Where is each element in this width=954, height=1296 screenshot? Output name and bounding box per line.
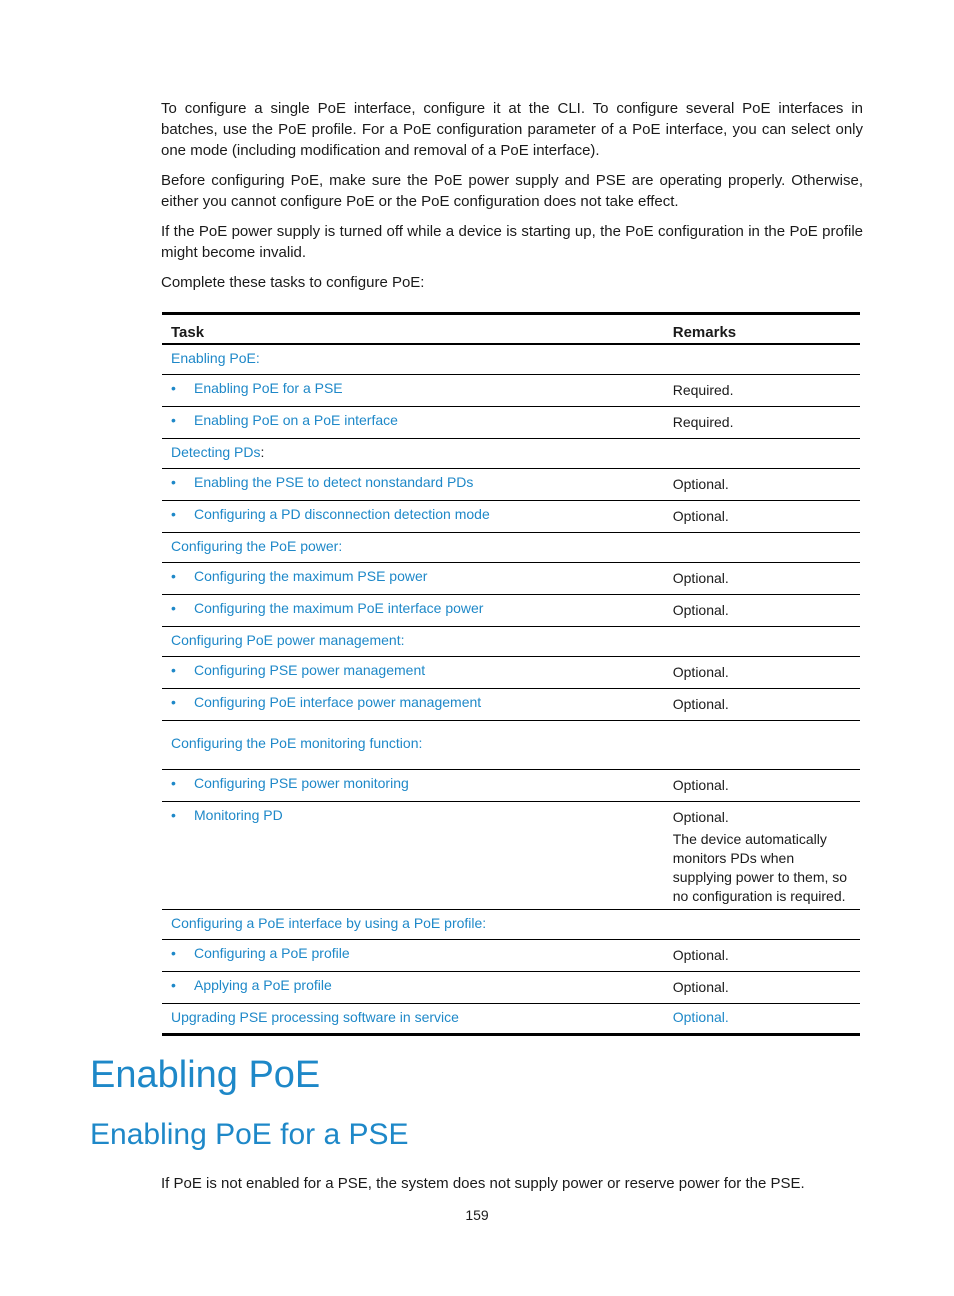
task-link[interactable]: Configuring the maximum PoE interface power bbox=[194, 600, 484, 616]
bullet-icon: • bbox=[171, 945, 176, 961]
table-row bbox=[162, 439, 860, 469]
paragraph: If the PoE power supply is turned off while a device is starting up, the PoE configuration in the PoE profile might become invalid. bbox=[161, 223, 863, 261]
table-row bbox=[162, 501, 860, 533]
section-link[interactable]: Upgrading PSE processing software in service bbox=[171, 1009, 459, 1025]
task-link[interactable]: Configuring the maximum PSE power bbox=[194, 568, 428, 584]
bullet-icon: • bbox=[171, 474, 176, 490]
task-link[interactable]: Configuring a PoE profile bbox=[194, 945, 350, 961]
remarks-cell bbox=[664, 595, 860, 627]
section-link[interactable]: Enabling PoE: bbox=[171, 350, 260, 366]
remarks-cell bbox=[664, 972, 860, 1004]
paragraph: Complete these tasks to configure PoE: bbox=[161, 274, 425, 291]
remarks-cell bbox=[664, 344, 860, 375]
table-row bbox=[162, 721, 860, 770]
remark-text: Required. bbox=[672, 382, 734, 398]
table-row bbox=[162, 375, 860, 407]
remarks-cell bbox=[664, 657, 860, 689]
section-cell bbox=[162, 721, 664, 770]
task-cell bbox=[162, 940, 664, 972]
bullet-icon: • bbox=[171, 775, 176, 791]
task-link[interactable]: Configuring PoE interface power management bbox=[194, 694, 482, 710]
remark-text: Optional. bbox=[672, 777, 729, 793]
bullet-icon: • bbox=[171, 506, 176, 522]
table-row bbox=[162, 1004, 860, 1035]
paragraph: To configure a single PoE interface, configure it at the CLI. To configure several PoE interfaces in batches, use the PoE profile. For a PoE configuration parameter of a PoE interface, you can select only one mode (including modification and removal of a PoE interface). bbox=[161, 100, 863, 159]
remarks-cell bbox=[664, 563, 860, 595]
remarks-cell bbox=[664, 802, 860, 910]
remarks-cell bbox=[664, 910, 860, 940]
task-cell bbox=[162, 407, 664, 439]
page-number: 159 bbox=[465, 1207, 489, 1223]
remark-text: Optional. bbox=[672, 570, 729, 586]
remark-text: Optional. bbox=[672, 664, 729, 680]
table-row bbox=[162, 563, 860, 595]
task-table bbox=[162, 312, 860, 1036]
remark-text: Optional. bbox=[672, 602, 729, 618]
table-row bbox=[162, 802, 860, 910]
section-link[interactable]: Configuring PoE power management: bbox=[171, 632, 405, 648]
heading-enabling-poe: Enabling PoE bbox=[90, 1054, 321, 1096]
task-link[interactable]: Configuring PSE power monitoring bbox=[194, 775, 409, 791]
remarks-cell bbox=[664, 1004, 860, 1035]
table-row bbox=[162, 910, 860, 940]
table-row bbox=[162, 627, 860, 657]
task-cell bbox=[162, 375, 664, 407]
section-cell bbox=[162, 344, 664, 375]
remark-text: Optional. bbox=[672, 809, 729, 825]
remark-text: Optional. bbox=[672, 947, 729, 963]
table-row bbox=[162, 770, 860, 802]
remark-text: Optional. bbox=[672, 696, 729, 712]
remarks-cell bbox=[664, 469, 860, 501]
task-table-body bbox=[162, 344, 860, 1035]
bullet-icon: • bbox=[171, 568, 176, 584]
heading-enabling-poe-for-pse: Enabling PoE for a PSE bbox=[90, 1118, 409, 1151]
bullet-icon: • bbox=[171, 694, 176, 710]
section-link[interactable]: Configuring a PoE interface by using a PoE profile: bbox=[171, 915, 487, 931]
task-cell bbox=[162, 501, 664, 533]
header-remarks: Remarks bbox=[664, 314, 860, 345]
intro-text bbox=[161, 98, 863, 302]
remarks-cell bbox=[664, 439, 860, 469]
remark-text: Optional. bbox=[672, 508, 729, 524]
table-row bbox=[162, 533, 860, 563]
bullet-icon: • bbox=[171, 662, 176, 678]
section-cell bbox=[162, 627, 664, 657]
remark-text: Optional. bbox=[672, 979, 729, 995]
bullet-icon: • bbox=[171, 807, 176, 823]
table-row bbox=[162, 407, 860, 439]
remarks-cell bbox=[664, 407, 860, 439]
header-task: Task bbox=[162, 314, 664, 345]
section-cell bbox=[162, 439, 664, 469]
task-cell bbox=[162, 972, 664, 1004]
task-link[interactable]: Monitoring PD bbox=[194, 807, 283, 823]
table-row bbox=[162, 972, 860, 1004]
table-header-row bbox=[162, 314, 860, 345]
remarks-cell bbox=[664, 770, 860, 802]
remarks-cell bbox=[664, 501, 860, 533]
task-link[interactable]: Enabling PoE on a PoE interface bbox=[194, 412, 398, 428]
remarks-cell bbox=[664, 940, 860, 972]
task-cell bbox=[162, 469, 664, 501]
bullet-icon: • bbox=[171, 600, 176, 616]
table-row bbox=[162, 595, 860, 627]
section-link[interactable]: Configuring the PoE power: bbox=[171, 538, 343, 554]
remark-note: The device automatically monitors PDs when supplying power to them, so no configuration is required. bbox=[672, 831, 848, 904]
paragraph: If PoE is not enabled for a PSE, the system does not supply power or reserve power for the PSE. bbox=[161, 1175, 805, 1192]
remark-text: Optional. bbox=[672, 476, 729, 492]
remarks-cell bbox=[664, 533, 860, 563]
remark-text: Optional. bbox=[672, 1009, 729, 1025]
remarks-cell bbox=[664, 375, 860, 407]
remark-text: Required. bbox=[672, 414, 734, 430]
task-cell bbox=[162, 595, 664, 627]
section-suffix: : bbox=[260, 444, 265, 460]
task-cell bbox=[162, 689, 664, 721]
section-cell bbox=[162, 910, 664, 940]
table-row bbox=[162, 940, 860, 972]
table-row bbox=[162, 657, 860, 689]
task-cell bbox=[162, 657, 664, 689]
bullet-icon: • bbox=[171, 977, 176, 993]
remarks-cell bbox=[664, 689, 860, 721]
task-link[interactable]: Enabling PoE for a PSE bbox=[194, 380, 343, 396]
section-cell bbox=[162, 533, 664, 563]
table-row bbox=[162, 344, 860, 375]
bullet-icon: • bbox=[171, 412, 176, 428]
paragraph: Before configuring PoE, make sure the PoE power supply and PSE are operating properly. Otherwise, either you cannot configure PoE or the PoE configuration does not take effect. bbox=[161, 172, 863, 210]
task-link[interactable]: Configuring PSE power management bbox=[194, 662, 426, 678]
task-cell bbox=[162, 770, 664, 802]
remarks-cell bbox=[664, 627, 860, 657]
task-link[interactable]: Enabling the PSE to detect nonstandard PDs bbox=[194, 474, 474, 490]
section-cell bbox=[162, 1004, 664, 1035]
section-link[interactable]: Configuring the PoE monitoring function: bbox=[171, 735, 423, 751]
table-row bbox=[162, 469, 860, 501]
task-cell bbox=[162, 563, 664, 595]
task-link[interactable]: Configuring a PD disconnection detection mode bbox=[194, 506, 490, 522]
bullet-icon: • bbox=[171, 380, 176, 396]
task-link[interactable]: Applying a PoE profile bbox=[194, 977, 332, 993]
section-link[interactable]: Detecting PDs bbox=[171, 444, 261, 460]
table-row bbox=[162, 689, 860, 721]
task-cell bbox=[162, 802, 664, 910]
remarks-cell bbox=[664, 721, 860, 770]
